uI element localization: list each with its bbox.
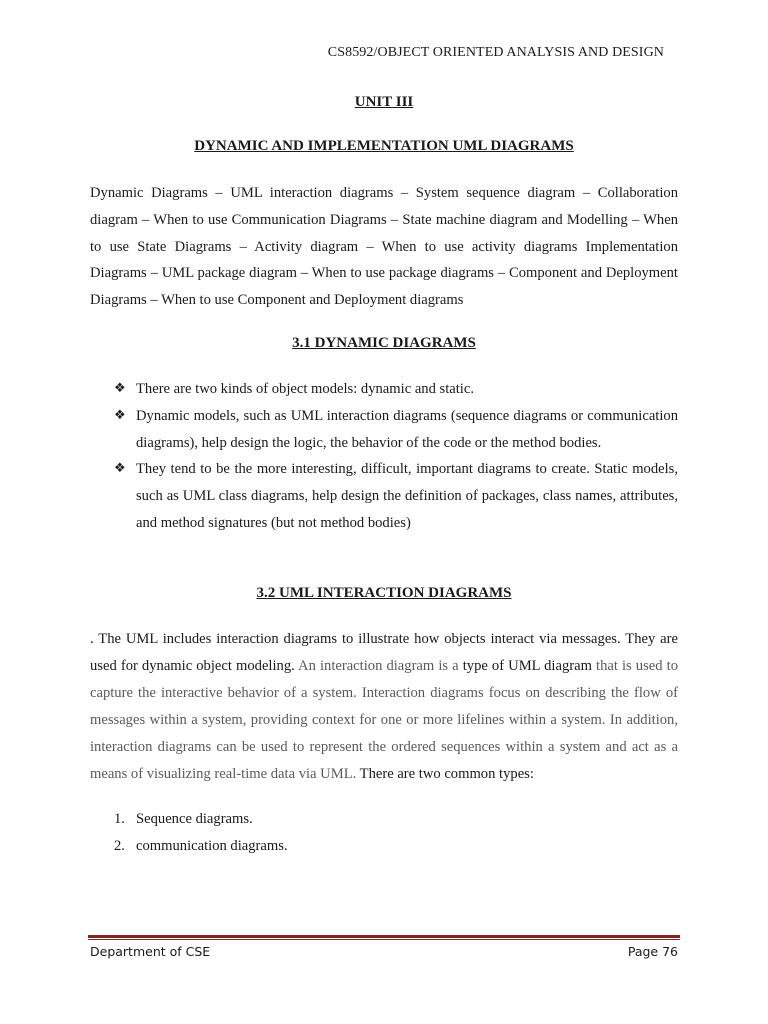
bullet-list xyxy=(114,376,678,537)
list-number: 1. xyxy=(114,811,125,827)
list-item xyxy=(114,806,288,833)
section-heading-3-1: 3.1 DYNAMIC DIAGRAMS xyxy=(292,335,476,351)
list-item xyxy=(114,456,678,536)
list-item xyxy=(114,376,678,403)
diamond-bullet-icon: ❖ xyxy=(114,407,126,423)
list-item xyxy=(114,833,288,860)
diamond-bullet-icon: ❖ xyxy=(114,381,126,396)
footer-rule xyxy=(88,935,680,938)
diamond-bullet-icon: ❖ xyxy=(114,461,126,477)
para-text: There are two common types: xyxy=(356,766,534,782)
para-text-grey: that is used to capture the interactive behavior of a system. Interaction diagrams focus on describing the flow of messages within a system, providing context for one or more lifelines within a system. In addition, interaction diagrams can be used to represent the ordered sequences within a system and act as a means of visualizing real-time data via UML. xyxy=(90,658,678,782)
footer-page-number: Page 76 xyxy=(627,944,678,959)
footer-rule xyxy=(88,939,680,940)
list-text: communication diagrams. xyxy=(136,838,288,854)
intro-paragraph: Dynamic Diagrams – UML interaction diagrams – System sequence diagram – Collaboration diagram – When to use Communication Diagrams – State machine diagram and Modelling – When to use State Diagrams – Activity diagram – When to use activity diagrams Implementation Diagrams – UML package diagram – When to use package diagrams – Component and Deployment Diagrams – When to use Component and Deployment diagrams xyxy=(90,185,678,309)
para-text: . The UML includes interaction diagrams to illustrate how objects interact via messages. They are used for dynamic object modeling. xyxy=(90,631,678,674)
bullet-text: There are two kinds of object models: dynamic and static. xyxy=(136,381,474,397)
unit-title: UNIT III xyxy=(354,94,414,110)
interaction-paragraph xyxy=(90,626,678,788)
list-text: Sequence diagrams. xyxy=(136,811,253,827)
bullet-text: They tend to be the more interesting, difficult, important diagrams to create. Static models, such as UML class diagrams, help design the definition of packages, class names, attributes, and method signatures (but not method bodies) xyxy=(136,461,678,531)
list-number: 2. xyxy=(114,838,125,854)
para-text: type of UML diagram xyxy=(462,658,592,674)
chapter-title: DYNAMIC AND IMPLEMENTATION UML DIAGRAMS xyxy=(194,138,574,154)
section-heading-3-2: 3.2 UML INTERACTION DIAGRAMS xyxy=(256,585,512,601)
footer-department: Department of CSE xyxy=(90,944,211,959)
list-item xyxy=(114,403,678,457)
para-text-grey: An interaction diagram is a xyxy=(298,658,463,674)
numbered-list xyxy=(114,806,288,860)
running-header: CS8592/OBJECT ORIENTED ANALYSIS AND DESIGN xyxy=(327,45,664,60)
bullet-text: Dynamic models, such as UML interaction diagrams (sequence diagrams or communication diagrams), help design the logic, the behavior of the code or the method bodies. xyxy=(136,407,678,451)
